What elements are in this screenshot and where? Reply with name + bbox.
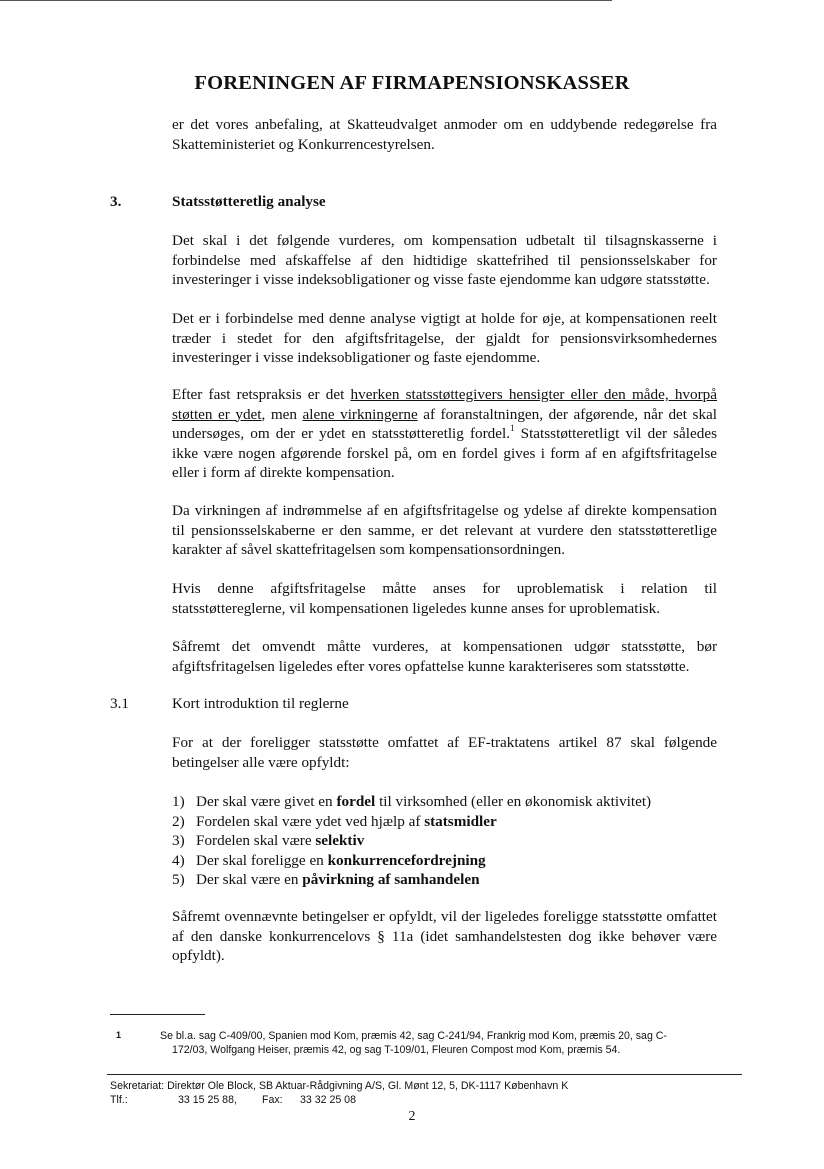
footer-separator <box>107 1074 742 1075</box>
p3-underlined-1: hverken statsstøttegivers hensigter eller den måde, hvorpå støtten er ydet <box>172 386 717 423</box>
section-3-paragraph-3 <box>172 385 717 483</box>
p3-text-c: af foranstaltningen, der afgørende, når det skal undersøges, om der er ydet en statsstøtteretlig fordel. <box>172 405 718 443</box>
p3-text-d: Statsstøtteretligt vil der således ikke være nogen afgørende forskel på, om en fordel gives i form af en afgiftsfritagelse eller i form af direkte kompensation. <box>172 425 717 482</box>
section-3-number: 3. <box>110 193 122 210</box>
page-header: FORENINGEN AF FIRMAPENSIONSKASSER <box>194 72 630 94</box>
footnote-reference: 1 <box>510 423 515 434</box>
p3-underlined-2: alene virkningerne <box>302 405 418 423</box>
scan-top-edge <box>0 0 612 1</box>
phone-label: Tlf.: <box>110 1094 128 1106</box>
list-item: 2) Fordelen skal være ydet ved hjælp af statsmidler <box>172 812 497 830</box>
intro-paragraph: er det vores anbefaling, at Skatteudvalget anmoder om en uddybende redegørelse fra Skatteministeriet og Konkurrencestyrelsen. <box>172 116 717 153</box>
list-item: 5) Der skal være en påvirkning af samhandelen <box>172 871 480 889</box>
section-3-title: Statsstøtteretlig analyse <box>172 193 326 210</box>
footnote-text: Se bl.a. sag C-409/00, Spanien mod Kom, præmis 42, sag C-241/94, Frankrig mod Kom, præmis 20, sag C-172/03, Wolfgang Heiser, præmis 42, og sag T-109/01, Fleuren Compost mod Kom, præmis 54. <box>160 1030 667 1056</box>
footnote-separator <box>110 1014 205 1015</box>
section-3-1-title: Kort introduktion til reglerne <box>172 695 349 712</box>
conditions-list <box>172 792 717 890</box>
list-item: 3) Fordelen skal være selektiv <box>172 832 365 850</box>
phone-number: 33 15 25 88, <box>178 1094 237 1106</box>
fax-number: 33 32 25 08 <box>300 1094 356 1106</box>
p3-text-b: , men <box>261 405 303 423</box>
section-3-1-paragraph-2: Såfremt ovennævnte betingelser er opfyldt, vil der ligeledes foreligge statsstøtte omfattet af den danske konkurrencelovs § 11a (idet samhandelstesten dog ikke behøver være opfyldt). <box>172 908 717 965</box>
section-3-paragraph-5: Hvis denne afgiftsfritagelse måtte anses for uproblematisk i relation til statsstøttereglerne, vil kompensationen ligeledes kunne anses for uproblematisk. <box>172 580 717 617</box>
section-3-paragraph-2: Det er i forbindelse med denne analyse vigtigt at holde for øje, at kompensationen reelt træder i stedet for den afgiftsfritagelse, der gjaldt for pensionsvirksomhedernes investeringer i visse indeksobligationer og faste ejendomme. <box>172 310 717 367</box>
page-number: 2 <box>408 1109 416 1124</box>
section-3-1-number: 3.1 <box>110 695 129 712</box>
p3-text-a: Efter fast retspraksis er det <box>172 386 351 403</box>
section-3-paragraph-4: Da virkningen af indrømmelse af en afgiftsfritagelse og ydelse af direkte kompensation til pensionsselskaberne er den samme, er det relevant at vurdere den statsstøtteretlige karakter af såvel skattefritagelsen som kompensationsordningen. <box>172 502 717 559</box>
fax-label: Fax: <box>262 1094 283 1106</box>
list-item: 4) Der skal foreligge en konkurrencefordrejning <box>172 851 486 869</box>
footer-address: Sekretariat: Direktør Ole Block, SB Aktuar-Rådgivning A/S, Gl. Mønt 12, 5, DK-1117 København K <box>110 1080 569 1092</box>
section-3-paragraph-1: Det skal i det følgende vurderes, om kompensation udbetalt til tilsagnskasserne i forbindelse med afskaffelse af den hidtidige skattefrihed til pensionsselskaber for investeringer i visse indeksobligationer og visse faste ejendomme kan udgøre statsstøtte. <box>172 232 717 289</box>
footer-contact <box>110 1093 568 1107</box>
page-footer <box>110 1079 568 1107</box>
section-3-1-paragraph-1: For at der foreligger statsstøtte omfattet af EF-traktatens artikel 87 skal følgende betingelser alle være opfyldt: <box>172 734 717 771</box>
list-item: 1) Der skal være givet en fordel til virksomhed (eller en økonomisk aktivitet) <box>172 793 652 810</box>
section-3-paragraph-6: Såfremt det omvendt måtte vurderes, at kompensationen udgør statsstøtte, bør afgiftsfritagelsen ligeledes efter vores opfattelse kunne karakteriseres som statsstøtte. <box>172 638 717 675</box>
footnote-mark: 1 <box>116 1030 122 1040</box>
